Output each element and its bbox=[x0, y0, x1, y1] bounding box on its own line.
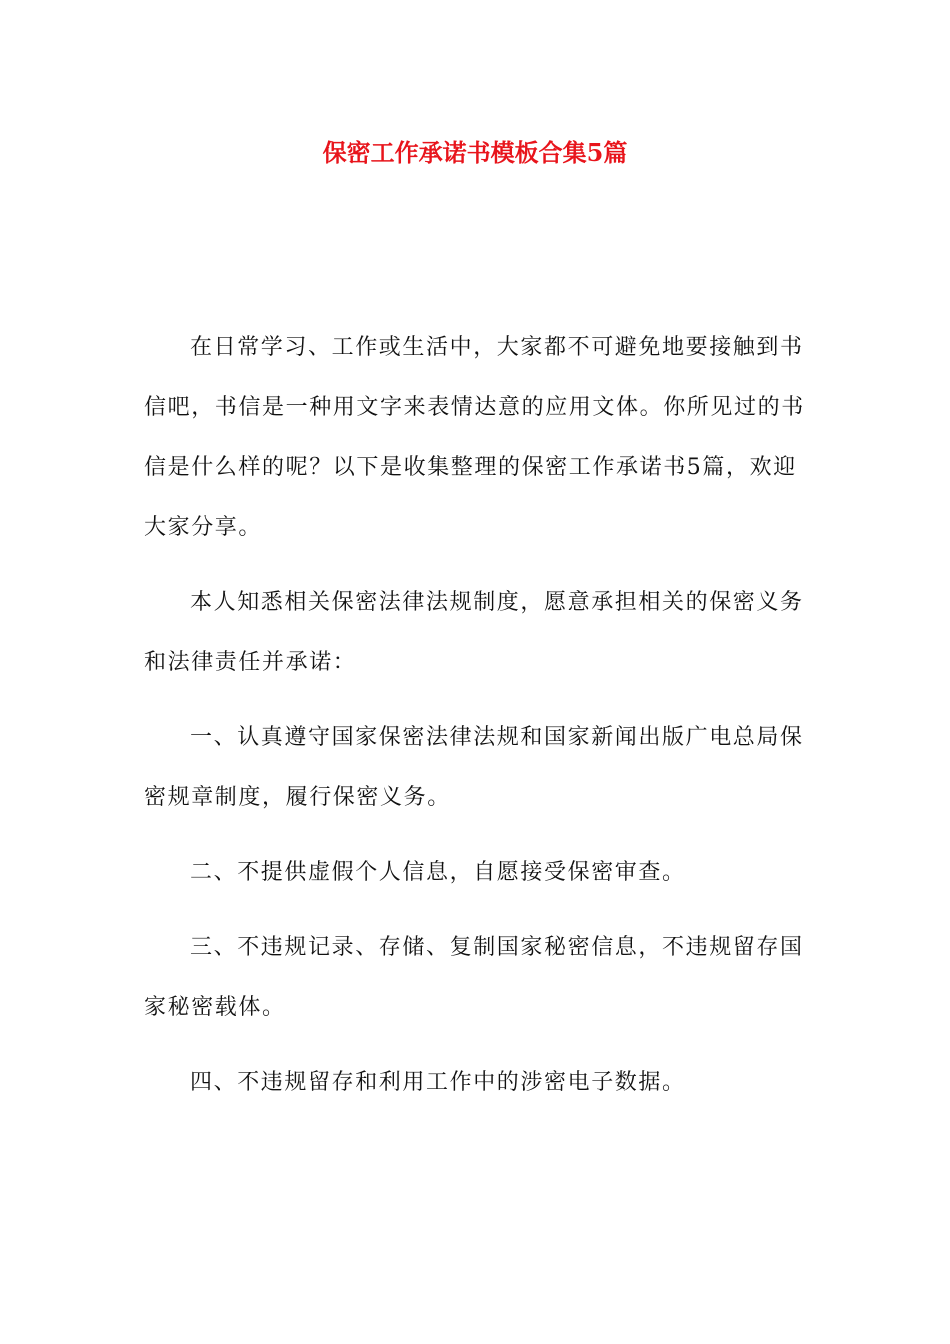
document-title: 保密工作承诺书模板合集5篇 bbox=[322, 138, 628, 167]
paragraph-item-3: 三、不违规记录、存储、复制国家秘密信息，不违规留存国家秘密载体。 bbox=[144, 935, 804, 1020]
paragraph-commitment-preamble: 本人知悉相关保密法律法规制度，愿意承担相关的保密义务和法律责任并承诺： bbox=[144, 590, 804, 675]
paragraph-intro: 在日常学习、工作或生活中，大家都不可避免地要接触到书信吧，书信是一种用文字来表情达意的应用文体。你所见过的书信是什么样的呢？以下是收集整理的保密工作承诺书5篇，欢迎大家分享。 bbox=[144, 335, 805, 540]
paragraph-item-4: 四、不违规留存和利用工作中的涉密电子数据。 bbox=[190, 1070, 686, 1095]
document-body bbox=[144, 318, 806, 1128]
paragraph-item-1: 一、认真遵守国家保密法律法规和国家新闻出版广电总局保密规章制度，履行保密义务。 bbox=[144, 725, 804, 810]
paragraph-item-2: 二、不提供虚假个人信息，自愿接受保密审查。 bbox=[190, 860, 686, 885]
